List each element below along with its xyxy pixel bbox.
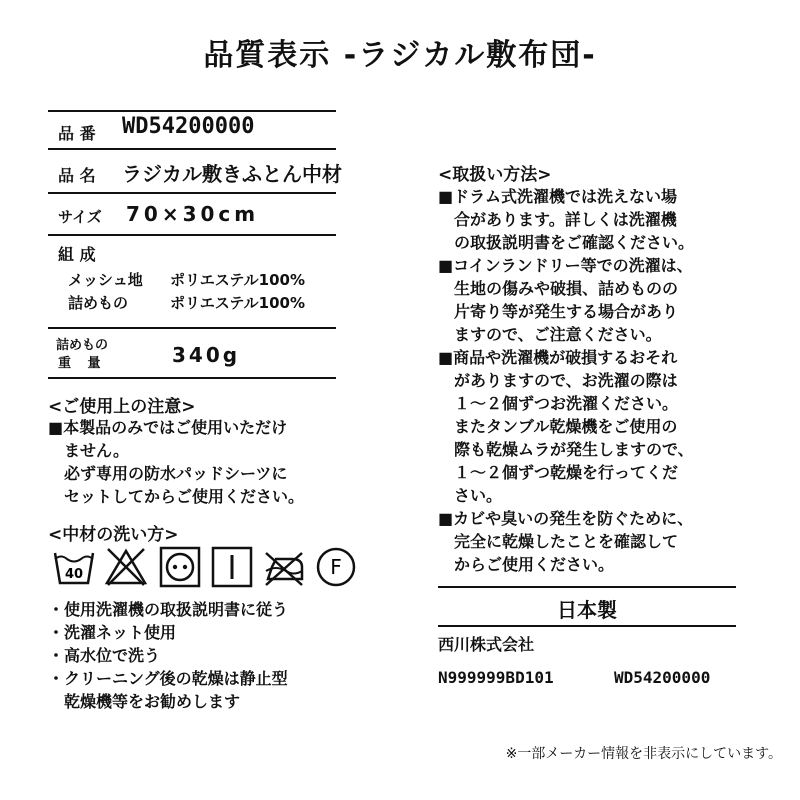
divider (438, 625, 736, 627)
size-label: サイズ (58, 208, 102, 226)
handling-line: 合があります。詳しくは洗濯機 (438, 210, 677, 229)
size-value: 70×30cm (126, 202, 260, 226)
washing-notes (48, 598, 288, 713)
weight-label-bottom: 重 量 (58, 356, 107, 371)
handling-line: からご使用ください。 (438, 555, 615, 574)
washing-heading: <中材の洗い方> (48, 525, 179, 545)
composition-material: ポリエステル100% (170, 271, 305, 289)
divider (438, 586, 736, 588)
washing-note: ・クリーニング後の乾燥は静止型 (48, 669, 288, 688)
handling-line: ■カビや臭いの発生を防ぐために、 (438, 509, 694, 528)
handling-line: がありますので、お洗濯の際は (438, 371, 678, 390)
handling-line: ■商品や洗濯機が破損するおそれ (438, 348, 678, 367)
handling-line: またタンブル乾燥機をご使用の (438, 417, 678, 436)
divider (48, 377, 336, 379)
composition-part: メッシュ地 (68, 271, 143, 289)
product-code-right: WD54200000 (614, 668, 711, 687)
handling-line: １～２個ずつお洗濯ください。 (438, 394, 679, 413)
dry-clean-letter: F (330, 555, 342, 579)
wash-temperature: 40 (64, 567, 84, 582)
weight-label-top: 詰めもの (56, 338, 109, 353)
handling-line: 生地の傷みや破損、詰めものの (438, 279, 679, 298)
handling-line: ■コインランドリー等での洗濯は、 (438, 256, 693, 275)
caution-heading: <ご使用上の注意> (48, 397, 196, 417)
product-name-label: 品 名 (58, 166, 96, 185)
product-number-label: 品 番 (58, 124, 96, 143)
handling-text (438, 185, 694, 576)
company-name: 西川株式会社 (438, 635, 535, 654)
product-name-value: ラジカル敷きふとん中材 (122, 162, 342, 186)
handling-line: ■ドラム式洗濯機では洗えない場 (438, 187, 677, 206)
caution-text (48, 416, 304, 508)
page-title: 品質表示 -ラジカル敷布団- (203, 38, 597, 73)
no-iron-icon (262, 545, 306, 589)
handling-line: の取扱説明書をご確認ください。 (438, 233, 695, 252)
composition-label: 組 成 (58, 245, 96, 264)
divider (48, 148, 336, 150)
weight-value: 340g (172, 343, 241, 367)
caution-line: 必ず専用の防水パッドシーツに (48, 464, 288, 483)
washing-note: ・高水位で洗う (48, 646, 161, 665)
divider (48, 234, 336, 236)
handling-line: 完全に乾燥したことを確認して (438, 532, 679, 551)
caution-line: セットしてからご使用ください。 (48, 487, 305, 506)
footnote: ※一部メーカー情報を非表示にしています。 (505, 746, 782, 762)
no-bleach-icon (104, 545, 148, 589)
washing-note: 乾燥機等をお勧めします (48, 692, 241, 711)
handling-line: １～２個ずつ乾燥を行ってくだ (438, 463, 679, 482)
divider (48, 192, 336, 194)
washing-note: ・洗濯ネット使用 (48, 623, 177, 642)
composition-material: ポリエステル100% (170, 294, 305, 312)
dry-clean-f-icon (314, 545, 358, 589)
product-number-value: WD54200000 (122, 114, 255, 139)
divider (48, 110, 336, 112)
handling-line: ますので、ご注意ください。 (438, 325, 662, 344)
divider (48, 327, 336, 329)
handling-line: 片寄り等が発生する場合があり (438, 302, 679, 321)
caution-line: ■本製品のみではご使用いただけ (48, 418, 288, 437)
composition-part: 詰めもの (68, 294, 129, 312)
tumble-dry-icon (158, 545, 202, 589)
hang-dry-icon (210, 545, 254, 589)
washing-note: ・使用洗濯機の取扱説明書に従う (48, 600, 289, 619)
handling-line: 際も乾燥ムラが発生しますので、 (438, 440, 694, 459)
origin-label: 日本製 (557, 598, 617, 622)
wash-40-icon (52, 545, 96, 589)
product-code-left: N999999BD101 (438, 668, 554, 687)
caution-line: ません。 (48, 441, 129, 460)
handling-line: さい。 (438, 486, 503, 505)
handling-heading: <取扱い方法> (438, 165, 552, 185)
